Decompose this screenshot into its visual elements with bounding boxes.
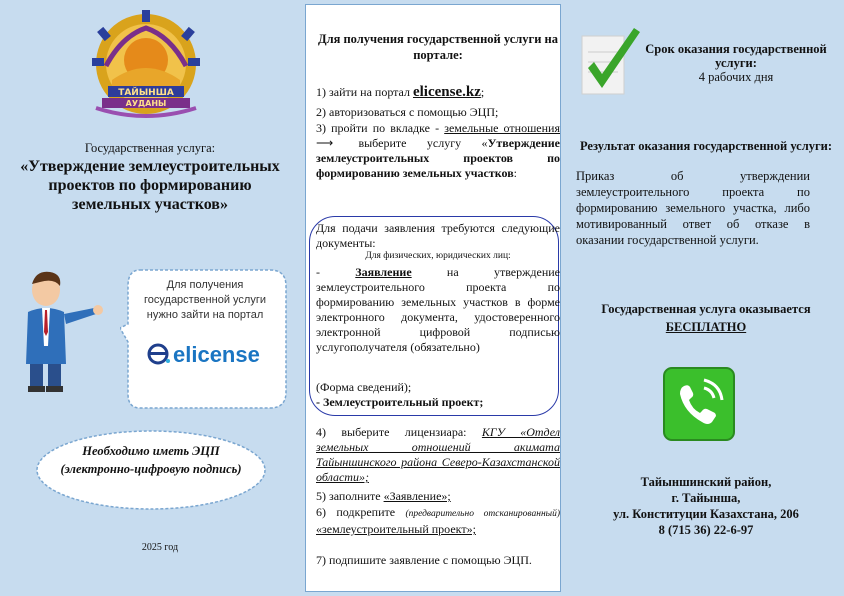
licensor-name: КГУ «Отдел земельных отношений акимата Тайыншинского района Северо-Казахстанской области»; <box>316 425 560 484</box>
free-prefix: Государственная услуга оказывается <box>601 302 811 316</box>
application-link[interactable]: «Заявление»; <box>383 489 451 503</box>
documents-subheading: Для физических, юридических лиц: <box>365 251 511 261</box>
scanned-note: (предварительно отсканированный) <box>405 509 561 519</box>
bubble-text: Для получения государственной услуги нужно зайти на портал <box>144 279 266 321</box>
step-1 <box>316 85 560 100</box>
ecp-note: Необходимо иметь ЭЦП (электронно-цифровую подпись) <box>60 444 242 476</box>
checkmark-icon <box>578 22 644 102</box>
form-info: (Форма сведений); <box>316 380 412 394</box>
result-text: Приказ об утверждении землеустроительного проекта по формированию земельного участка, либо мотивированный ответ об отказе в оказании государственной услуги. <box>576 169 810 247</box>
step-1-suffix: ; <box>480 85 485 99</box>
service-title: «Утверждение землеустроительных проектов по формированию земельных участков» <box>20 158 280 213</box>
term-value: 4 рабочих дня <box>698 70 774 84</box>
land-relations-link[interactable]: земельные отношения <box>444 121 560 135</box>
step-1-text: 1) зайти на портал <box>316 85 413 99</box>
step-7: 7) подпишите заявление с помощью ЭЦП. <box>316 553 532 567</box>
free-service-note <box>576 300 836 336</box>
phone-number[interactable]: 8 (715 36) 22-6-97 <box>658 523 754 537</box>
street: ул. Конституции Казахстана, 206 <box>613 507 799 521</box>
district: Тайыншинский район, <box>640 475 772 489</box>
doc-1-text: на утверждение землеустроительного проекта по формированию земельных участков в форме электронного документа, удостоверенного электронной цифровой подписью услугополучателя (обязательно) <box>316 265 561 354</box>
step-3-suffix: : <box>513 166 518 180</box>
step-6-text: 6) подкрепите <box>316 505 406 519</box>
doc-1-prefix: - <box>316 265 356 279</box>
step-3-text: 3) пройти по вкладке - <box>316 121 445 135</box>
step-3 <box>316 121 560 181</box>
district-emblem-logo <box>72 6 220 120</box>
service-label: Государственная услуга: <box>84 141 216 155</box>
businessman-illustration <box>10 268 108 396</box>
left-panel <box>0 0 300 596</box>
phone-icon[interactable] <box>662 366 736 442</box>
service-term <box>638 42 834 84</box>
step-4 <box>316 425 560 485</box>
middle-panel <box>300 0 566 596</box>
contacts <box>576 474 836 538</box>
svg-text:elicense: elicense <box>173 342 260 367</box>
svg-text:ТАЙЫНША: ТАЙЫНША <box>118 88 174 98</box>
project-link[interactable]: «землеустроительный проект»; <box>316 522 476 536</box>
documents-intro: Для подачи заявления требуются следующие документы: <box>316 221 560 250</box>
document-2: - Землеустроительный проект; <box>316 395 484 409</box>
city: г. Тайынша, <box>671 491 741 505</box>
application-label: Заявление <box>355 265 412 279</box>
term-title: Срок оказания государственной услуги: <box>645 42 827 70</box>
instructions-heading: Для получения государственной услуги на портале: <box>317 32 559 62</box>
step-4-text: 4) выберите лицензиара: <box>316 425 482 439</box>
step-6 <box>316 505 560 537</box>
svg-text:АУДАНЫ: АУДАНЫ <box>125 99 167 108</box>
step-5-text: 5) заполните <box>316 489 384 503</box>
instructions-column <box>305 4 561 592</box>
arrow-right-icon: ⟶ <box>316 136 334 150</box>
document-1 <box>316 265 560 355</box>
service-name: Утверждение землеустроительных проектов по формированию земельных участков <box>316 136 560 180</box>
result-title: Результат оказания государственной услуги: <box>579 139 833 153</box>
step-5 <box>316 489 560 504</box>
free-word: БЕСПЛАТНО <box>665 320 747 334</box>
year-label: 2025 год <box>141 542 179 553</box>
step-2: 2) авторизоваться с помощью ЭЦП; <box>316 105 499 119</box>
step-3-mid: выберите услугу « <box>338 136 488 150</box>
elicense-logo[interactable] <box>146 339 266 369</box>
right-panel <box>566 0 844 596</box>
elicense-link[interactable]: elicense.kz <box>412 84 481 100</box>
